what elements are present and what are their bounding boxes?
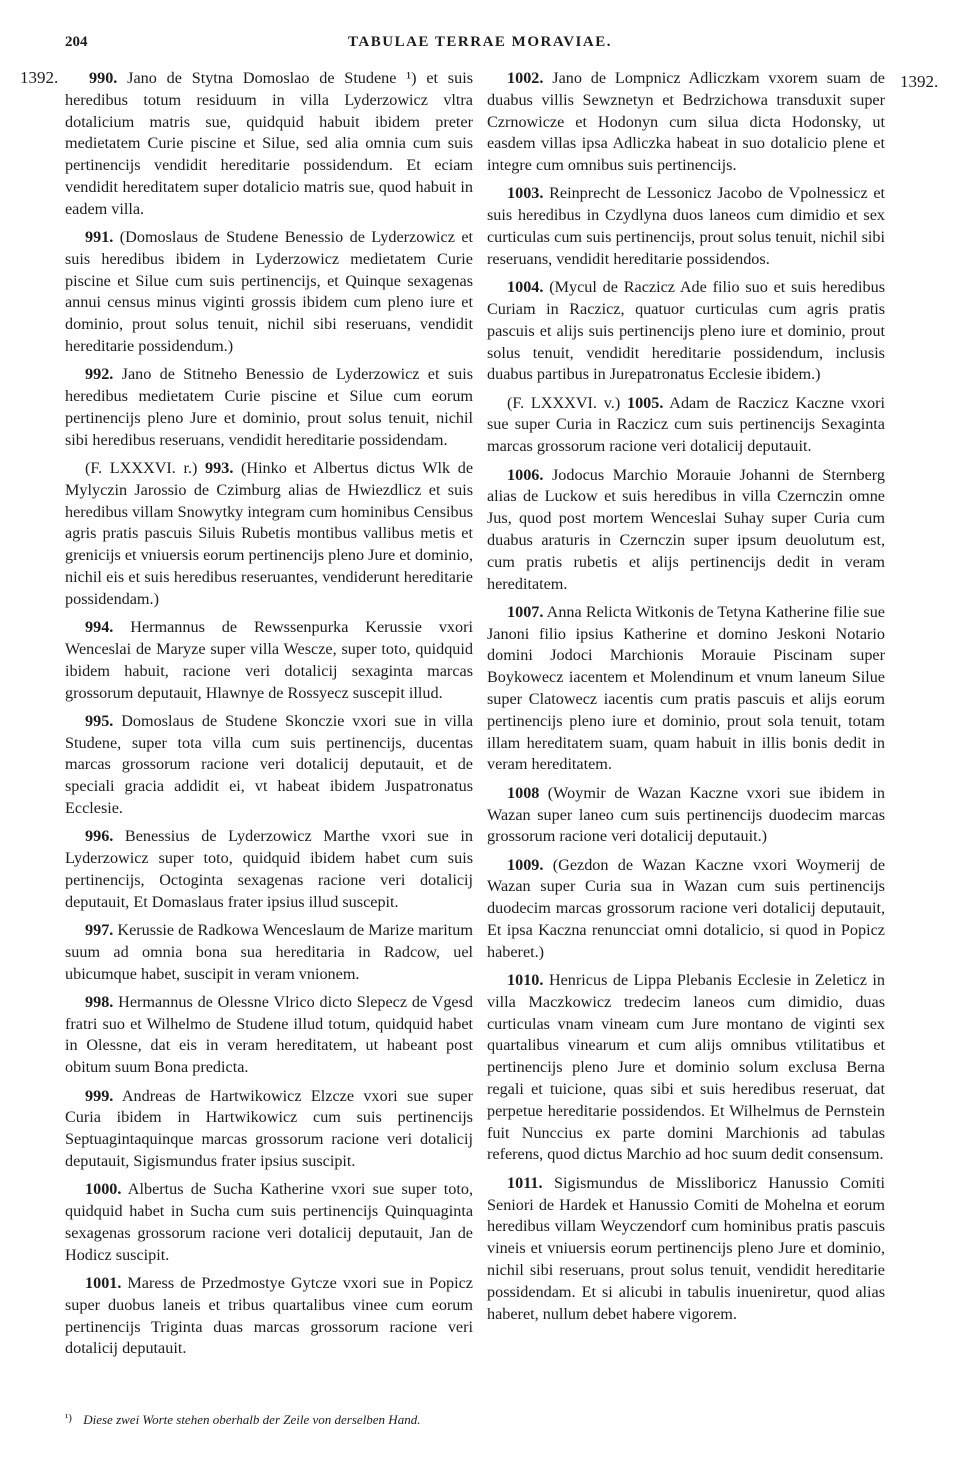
entry-991 bbox=[65, 227, 473, 358]
entry-text: Jano de Stytna Domoslao de Studene ¹) et suis heredibus totum residuum in villa Lyderzowicz vltra dotalicium matris sue, quidquid habuit ibidem preter medietatem Curie piscine et Silue, sed alia omnia cum suis pertinencijs vendidit hereditarie possidendum. Et eciam vendidit hereditatem super dotalicio matris sue, quod habuit in eadem villa. bbox=[65, 69, 473, 218]
entry-text: Benessius de Lyderzowicz Marthe vxori sue in Lyderzowicz super toto, quidquid ibidem habet cum suis pertinencijs, Octoginta sexagenas racione veri dotalicij deputauit, Et Domaslaus frater ipsius illud suscepit. bbox=[65, 827, 473, 911]
entry-number: 993. bbox=[205, 459, 234, 478]
entry-1007 bbox=[487, 602, 885, 776]
entry-996 bbox=[65, 826, 473, 913]
entry-text: (Mycul de Raczicz Ade filio suo et suis heredibus Curiam in Raczicz, quatuor curticulas cum agris pratis pascuis et alijs suis pertinencijs pleno iure et dominio, prout solus tenuit, vendidit hereditarie possidendum, inclusis duabus partibus in Jurepatronatus Ecclesie ibidem.) bbox=[487, 278, 886, 384]
entry-text: Hermannus de Rewssenpurka Kerussie vxori Wenceslai de Maryze super villa Wescze, super toto, quidquid ibidem habuit, racione veri dotalicij sexaginta marcas grossorum deputauit, Hlawnye de Rossyecz suscepit illud. bbox=[65, 618, 474, 702]
entry-number: 1008 bbox=[507, 783, 540, 802]
entry-995 bbox=[65, 711, 473, 820]
entry-1000 bbox=[65, 1179, 473, 1266]
entry-1005 bbox=[487, 393, 885, 458]
entry-text: (Hinko et Albertus dictus Wlk de Mylyczin Jarossio de Czimburg alias de Hwiezdlicz et suis heredibus villam Snowytky integram cum hominibus Censibus agris pratis pascuis Siluis Rubetis montibus vallibus metis et grenicijs et vniuersis eorum pertinencijs pleno Jure et dominio, nichil eis et suis heredibus reseruantes, vendiderunt hereditarie possidendam.) bbox=[65, 459, 474, 608]
entry-number: 1002. bbox=[507, 69, 544, 87]
entry-text: Maress de Przedmostye Gytcze vxori sue in Popicz super duobus laneis et tribus quartalibus vinee cum eorum pertinencijs Triginta duas marcas grossorum racione veri dotalicij deputauit. bbox=[65, 1273, 473, 1358]
entry-1006 bbox=[487, 465, 885, 596]
entry-text: Reinprecht de Lessonicz Jacobo de Vpolnessicz et suis heredibus in Czydlyna duos laneos cum dimidio et sex curticulas cum suis pertinencijs, prout solus tenuit, nichil sibi reseruans, vendidit hereditarie possidendos. bbox=[487, 184, 885, 268]
footnote-mark: ¹) bbox=[65, 1412, 72, 1424]
entry-number: 999. bbox=[85, 1086, 114, 1105]
entry-text: Jano de Lompnicz Adliczkam vxorem suam de duabus villis Sewznetyn et Bedrzichowa transduxit super Czrnowicze et Hodonyn cum silua dicta Hodonsky, ut easdem villas ipsa Adliczka habeat in suo dotalicio plene et integre cum omnibus suis pertinencijs. bbox=[487, 69, 885, 175]
entry-number: 996. bbox=[85, 827, 114, 846]
entry-number: 998. bbox=[85, 992, 114, 1011]
entry-number: 995. bbox=[85, 711, 114, 730]
entry-number: 992. bbox=[85, 365, 114, 384]
entry-text: Adam de Raczicz Kaczne vxori sue super Curia in Raczicz cum suis pertinencijs Sexaginta marcas grossorum racione veri dotalicij deputauit. bbox=[487, 393, 885, 456]
entry-1011 bbox=[487, 1173, 885, 1326]
entry-number: 991. bbox=[85, 228, 114, 247]
entry-number: 994. bbox=[85, 618, 114, 637]
margin-year-right: 1392. bbox=[900, 72, 939, 91]
entry-998 bbox=[65, 992, 473, 1079]
folio-reference: (F. LXXXVI. v.) bbox=[507, 393, 621, 412]
entry-number: 1007. bbox=[507, 602, 544, 621]
entry-text: (Gezdon de Wazan Kaczne vxori Woymerij de Wazan super Curia sua in Wazan cum suis pertinencijs duodecim marcas grossorum racione veri dotalicij deputauit, Et ipsa Kaczna renunccіat omni dotalicio, si quod in Popicz haberet.) bbox=[487, 855, 886, 961]
running-title: TABULAE TERRAE MORAVIAE. bbox=[348, 34, 612, 50]
entry-993 bbox=[65, 458, 473, 611]
entry-text: Henricus de Lippa Plebanis Ecclesie in Zeleticz in villa Maczkowicz tredecim laneos cum dimidio, duas curticulas vnam vineam cum Jure montano de viginti sex quartalibus vinearum et cum alijs omnibus vtilitatibus et pertinencijs pleno Jure et dominio solum exclusa Berna regali et tuicione, quas sibi et suis heredibus reseruat, dat perpetue hereditarie possidendos. Et Wilhelmus de Pernstein fuit Nunccius ex parte domini Marchionis ad tabulas referens, quod dictus Marchio ad hoc suum dedit consensum. bbox=[487, 971, 885, 1164]
entry-999 bbox=[65, 1086, 473, 1173]
entry-1001 bbox=[65, 1273, 473, 1360]
entry-1002 bbox=[487, 68, 885, 177]
entry-text: Kerussie de Radkowa Wenceslaum de Marize maritum suum ad omnia bona sua hereditaria in Radcow, uel ubicumque habet, suscipit in veram vnionem. bbox=[65, 920, 473, 983]
entry-number: 997. bbox=[85, 920, 114, 939]
entry-1008 bbox=[487, 783, 885, 848]
entry-number: 1011. bbox=[507, 1173, 543, 1192]
entry-number: 1010. bbox=[507, 971, 544, 990]
entry-text: Jano de Stitneho Benessio de Lyderzowicz et suis heredibus medietatem Curie piscine et Silue cum eorum pertinencijs pleno Jure et dominio, prout solus tenuit, nichil sibi heredibus reseruans, vendidit hereditarie possidendam. bbox=[65, 365, 474, 449]
right-column bbox=[487, 68, 885, 1332]
folio-reference: (F. LXXXVI. r.) bbox=[85, 459, 198, 478]
entry-text: (Domoslaus de Studene Benessio de Lyderzowicz et suis heredibus ibidem in Lyderzowicz medietatem Curie piscine et Silue cum suis pertinencijs, et Quinque sexagenas annui census minus viginti grossis ibidem cum pleno iure et dominio, prout solus tenuit, nichil sibi reseruans, vendidit hereditarie possidendum.) bbox=[65, 228, 474, 356]
entry-text: Sigismundus de Missliboricz Hanussio Comiti Seniori de Hardek et Hanussio Comiti de Mohelna et eorum heredibus villam Weyczendorf cum hominibus pratis pascuis vineis et vniuersis eorum pertinencijs pleno Jure et dominio, nichil sibi reseruans, prout solus tenuit, vendidit hereditarie possidendam. Et si alicubi in tabulis inueniretur, quod alias haberet, nullum debet habere vigorem. bbox=[487, 1173, 886, 1323]
entry-number: 1005. bbox=[626, 393, 664, 412]
entry-994 bbox=[65, 617, 473, 704]
entry-992 bbox=[65, 364, 473, 451]
entry-text: Albertus de Sucha Katherine vxori sue super toto, quidquid habet in Sucha cum suis pertinencijs Quinquaginta sexagenas grossorum racione veri dotalicij deputauit, Jan de Hodicz suscipit. bbox=[65, 1180, 473, 1264]
page-header bbox=[0, 34, 960, 58]
entry-text: Jodocus Marchio Morauie Johanni de Sternberg alias de Luckow et suis heredibus in villa Czernczin omne Jus, quod post mortem Wenceslai Suhay super Curia cum duabus araturis in Czernczin super ipsum deuolutum est, cum pratis rubetis et alijs pertinencijs dedit in veram hereditatem. bbox=[487, 465, 885, 593]
entry-number: 990. bbox=[89, 69, 118, 87]
entry-1010 bbox=[487, 970, 885, 1166]
entry-1004 bbox=[487, 277, 885, 386]
footnote bbox=[65, 1412, 885, 1428]
entry-number: 1003. bbox=[507, 184, 544, 203]
entry-1003 bbox=[487, 183, 885, 270]
footnote-text: Diese zwei Worte stehen oberhalb der Zeile von derselben Hand. bbox=[83, 1412, 421, 1427]
entry-number: 1006. bbox=[507, 465, 544, 484]
entry-text: Anna Relicta Witkonis de Tetyna Katherine filie sue Janoni filio ipsius Katherine et domino Jeskoni Notario domini Jodoci Marchionis Morauie Piscinam super Boykowecz iacentem et Molendinum et vnum laneum Silue super Clatowecz iacentis cum pratis pascuis et alijs eorum pertinencijs pleno iure et dominio, prout sola tenuit, totam illam hereditatem suam, quam habuit in illis bonis dedit in veram hereditatem. bbox=[487, 602, 885, 774]
entry-text: (Woymir de Wazan Kaczne vxori sue ibidem in Wazan super laneo cum suis pertinencijs duodecim marcas grossorum racione veri dotalicij deputauit.) bbox=[487, 783, 886, 846]
entry-number: 1000. bbox=[85, 1180, 122, 1199]
entry-text: Domoslaus de Studene Skonczie vxori sue in villa Studene, super tota villa cum suis pertinencijs, ducentas marcas grossorum racione veri dotalicij deputauit, et de speciali gracia addidit ei, vt habeat ibidem Juspatronatus Ecclesie. bbox=[65, 711, 474, 817]
entry-number: 1001. bbox=[85, 1273, 122, 1292]
page-number: 204 bbox=[65, 34, 88, 50]
entry-1009 bbox=[487, 855, 885, 964]
entry-number: 1009. bbox=[507, 855, 544, 874]
margin-year-left: 1392. bbox=[20, 68, 59, 87]
entry-number: 1004. bbox=[507, 278, 544, 297]
entry-text: Hermannus de Olessne Vlrico dicto Slepecz de Vgesd fratri suo et Wilhelmo de Studene illud totum, quidquid habet in Olessne, dat eis in veram hereditatem, ut habeant post obitum suum Bona predicta. bbox=[65, 992, 474, 1077]
entry-990 bbox=[65, 68, 473, 221]
entry-997 bbox=[65, 920, 473, 985]
left-column bbox=[65, 68, 473, 1367]
entry-text: Andreas de Hartwikowicz Elzcze vxori sue super Curia ibidem in Hartwikowicz cum suis pertinencijs Septuagintaquinque marcas grossorum racione veri dotalicij deputauit, Sigismundus frater ipsius suscipit. bbox=[65, 1086, 473, 1170]
